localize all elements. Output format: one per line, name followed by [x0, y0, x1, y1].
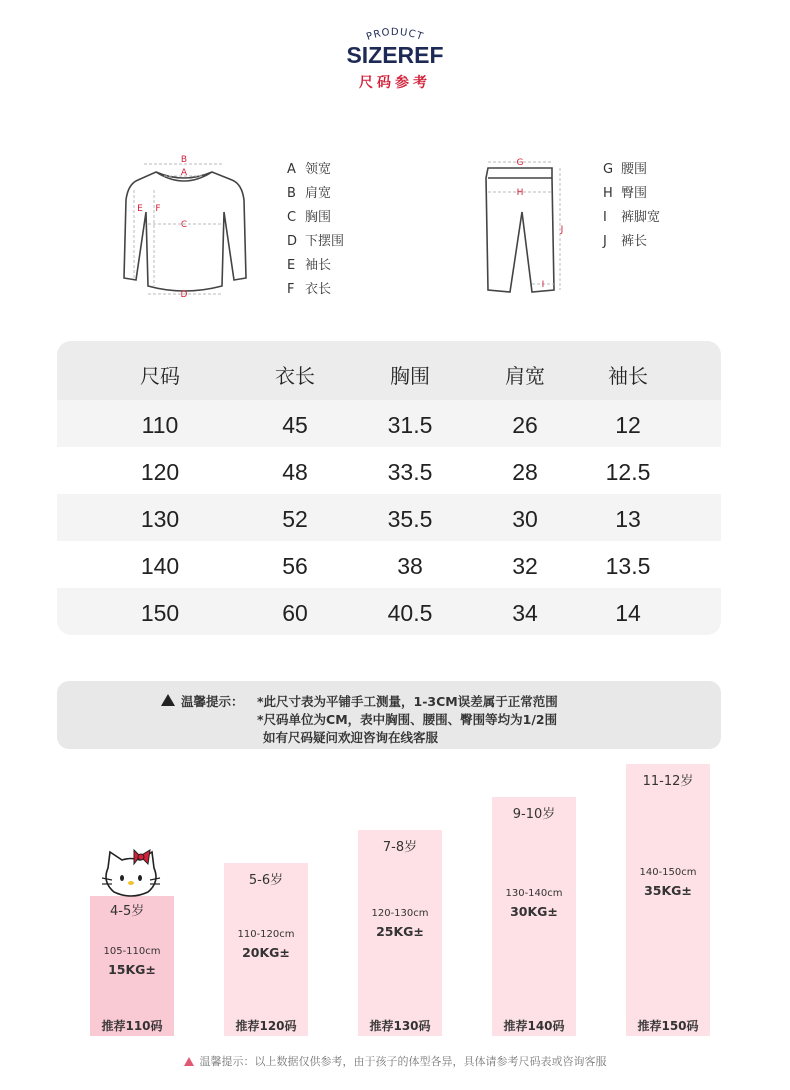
age-label: 11-12岁	[642, 774, 694, 789]
warning-triangle-icon	[184, 1057, 194, 1066]
header-sleeve: 袖长	[608, 364, 648, 388]
warning-icon	[161, 694, 175, 706]
notice-line-1: *此尺寸表为平铺手工测量，1-3CM误差属于正常范围	[257, 694, 558, 709]
hello-kitty-icon	[100, 848, 162, 900]
mark-e: E	[137, 204, 143, 214]
height-range: 130-140cm	[505, 888, 563, 899]
weight-label: 20KG±	[242, 945, 290, 960]
age-bar	[358, 830, 442, 1036]
weight-label: 15KG±	[108, 962, 156, 977]
legend-item: B 肩宽	[287, 186, 332, 201]
height-range: 110-120cm	[237, 929, 295, 940]
top-legend	[287, 158, 344, 302]
mark-j: J	[560, 225, 564, 235]
notice-label: 温馨提示：	[181, 694, 244, 709]
legend-item: A 领宽	[287, 162, 332, 177]
age-label: 5-6岁	[248, 873, 284, 888]
svg-text:PRODUCT: PRODUCT	[365, 26, 425, 44]
age-label: 9-10岁	[512, 807, 556, 822]
mark-i: I	[541, 280, 545, 290]
age-bar	[90, 896, 174, 1036]
table-row: 150 60 40.5 34 14	[57, 588, 721, 635]
recommend-size: 推荐150码	[637, 1019, 699, 1033]
mark-a: A	[180, 168, 188, 178]
weight-label: 25KG±	[376, 924, 424, 939]
top-outline-icon	[124, 172, 246, 291]
legend-item: G 腰围	[603, 162, 648, 177]
top-garment-diagram	[118, 150, 250, 300]
height-range: 140-150cm	[639, 867, 697, 878]
header-shoulder: 肩宽	[505, 364, 545, 388]
notice-line-3: 如有尺码疑问欢迎咨询在线客服	[263, 730, 439, 745]
legend-item: C 胸围	[287, 210, 332, 225]
legend-item: F 衣长	[287, 282, 332, 297]
age-label: 4-5岁	[110, 904, 145, 919]
notice-box	[57, 681, 721, 749]
notice-line-2: *尺码单位为CM，表中胸围、腰围、臀围等均为1/2围	[257, 712, 558, 727]
brand-title: SIZEREF	[346, 42, 444, 68]
header-size: 尺码	[140, 364, 180, 388]
pants-legend	[603, 158, 660, 254]
weight-label: 35KG±	[644, 883, 692, 898]
age-bar	[224, 863, 308, 1036]
age-bar	[626, 764, 710, 1036]
brand-subtitle: 尺码参考	[359, 75, 431, 91]
pants-diagram	[480, 152, 570, 297]
recommend-size: 推荐110码	[101, 1019, 163, 1033]
mark-d: D	[180, 290, 188, 300]
height-range: 105-110cm	[103, 946, 161, 957]
header-length: 衣长	[275, 364, 315, 388]
legend-item: I 裤脚宽	[603, 210, 661, 225]
mark-h: H	[516, 188, 524, 198]
legend-item: E 袖长	[287, 258, 332, 273]
table-row: 120 48 33.5 28 12.5	[140, 459, 651, 485]
age-bar	[492, 797, 576, 1036]
recommend-size: 推荐130码	[369, 1019, 431, 1033]
table-row: 140 56 38 32 13.5	[140, 553, 651, 579]
table-row: 130 52 35.5 30 13	[57, 494, 721, 541]
footer-note	[0, 1053, 790, 1069]
footer-label: 温馨提示：	[199, 1055, 255, 1068]
pants-outline-icon	[486, 168, 554, 292]
header-chest: 胸围	[390, 364, 430, 388]
table-row: 110 45 31.5 26 12	[57, 400, 721, 447]
mark-b: B	[180, 155, 188, 165]
table-header	[57, 341, 721, 400]
mark-c: C	[180, 220, 188, 230]
legend-item: J 裤长	[603, 234, 648, 249]
height-range: 120-130cm	[371, 908, 429, 919]
footer-text: 以上数据仅供参考，由于孩子的体型各异，具体请参考尺码表或咨询客服	[254, 1055, 607, 1068]
recommend-size: 推荐140码	[503, 1019, 565, 1033]
legend-item: D 下摆围	[287, 234, 345, 249]
size-table	[57, 341, 721, 635]
mark-f: F	[155, 204, 161, 214]
mark-g: G	[516, 158, 524, 168]
legend-item: H 臀围	[603, 186, 648, 201]
recommend-size: 推荐120码	[235, 1019, 297, 1033]
weight-label: 30KG±	[510, 904, 558, 919]
age-label: 7-8岁	[382, 840, 418, 855]
